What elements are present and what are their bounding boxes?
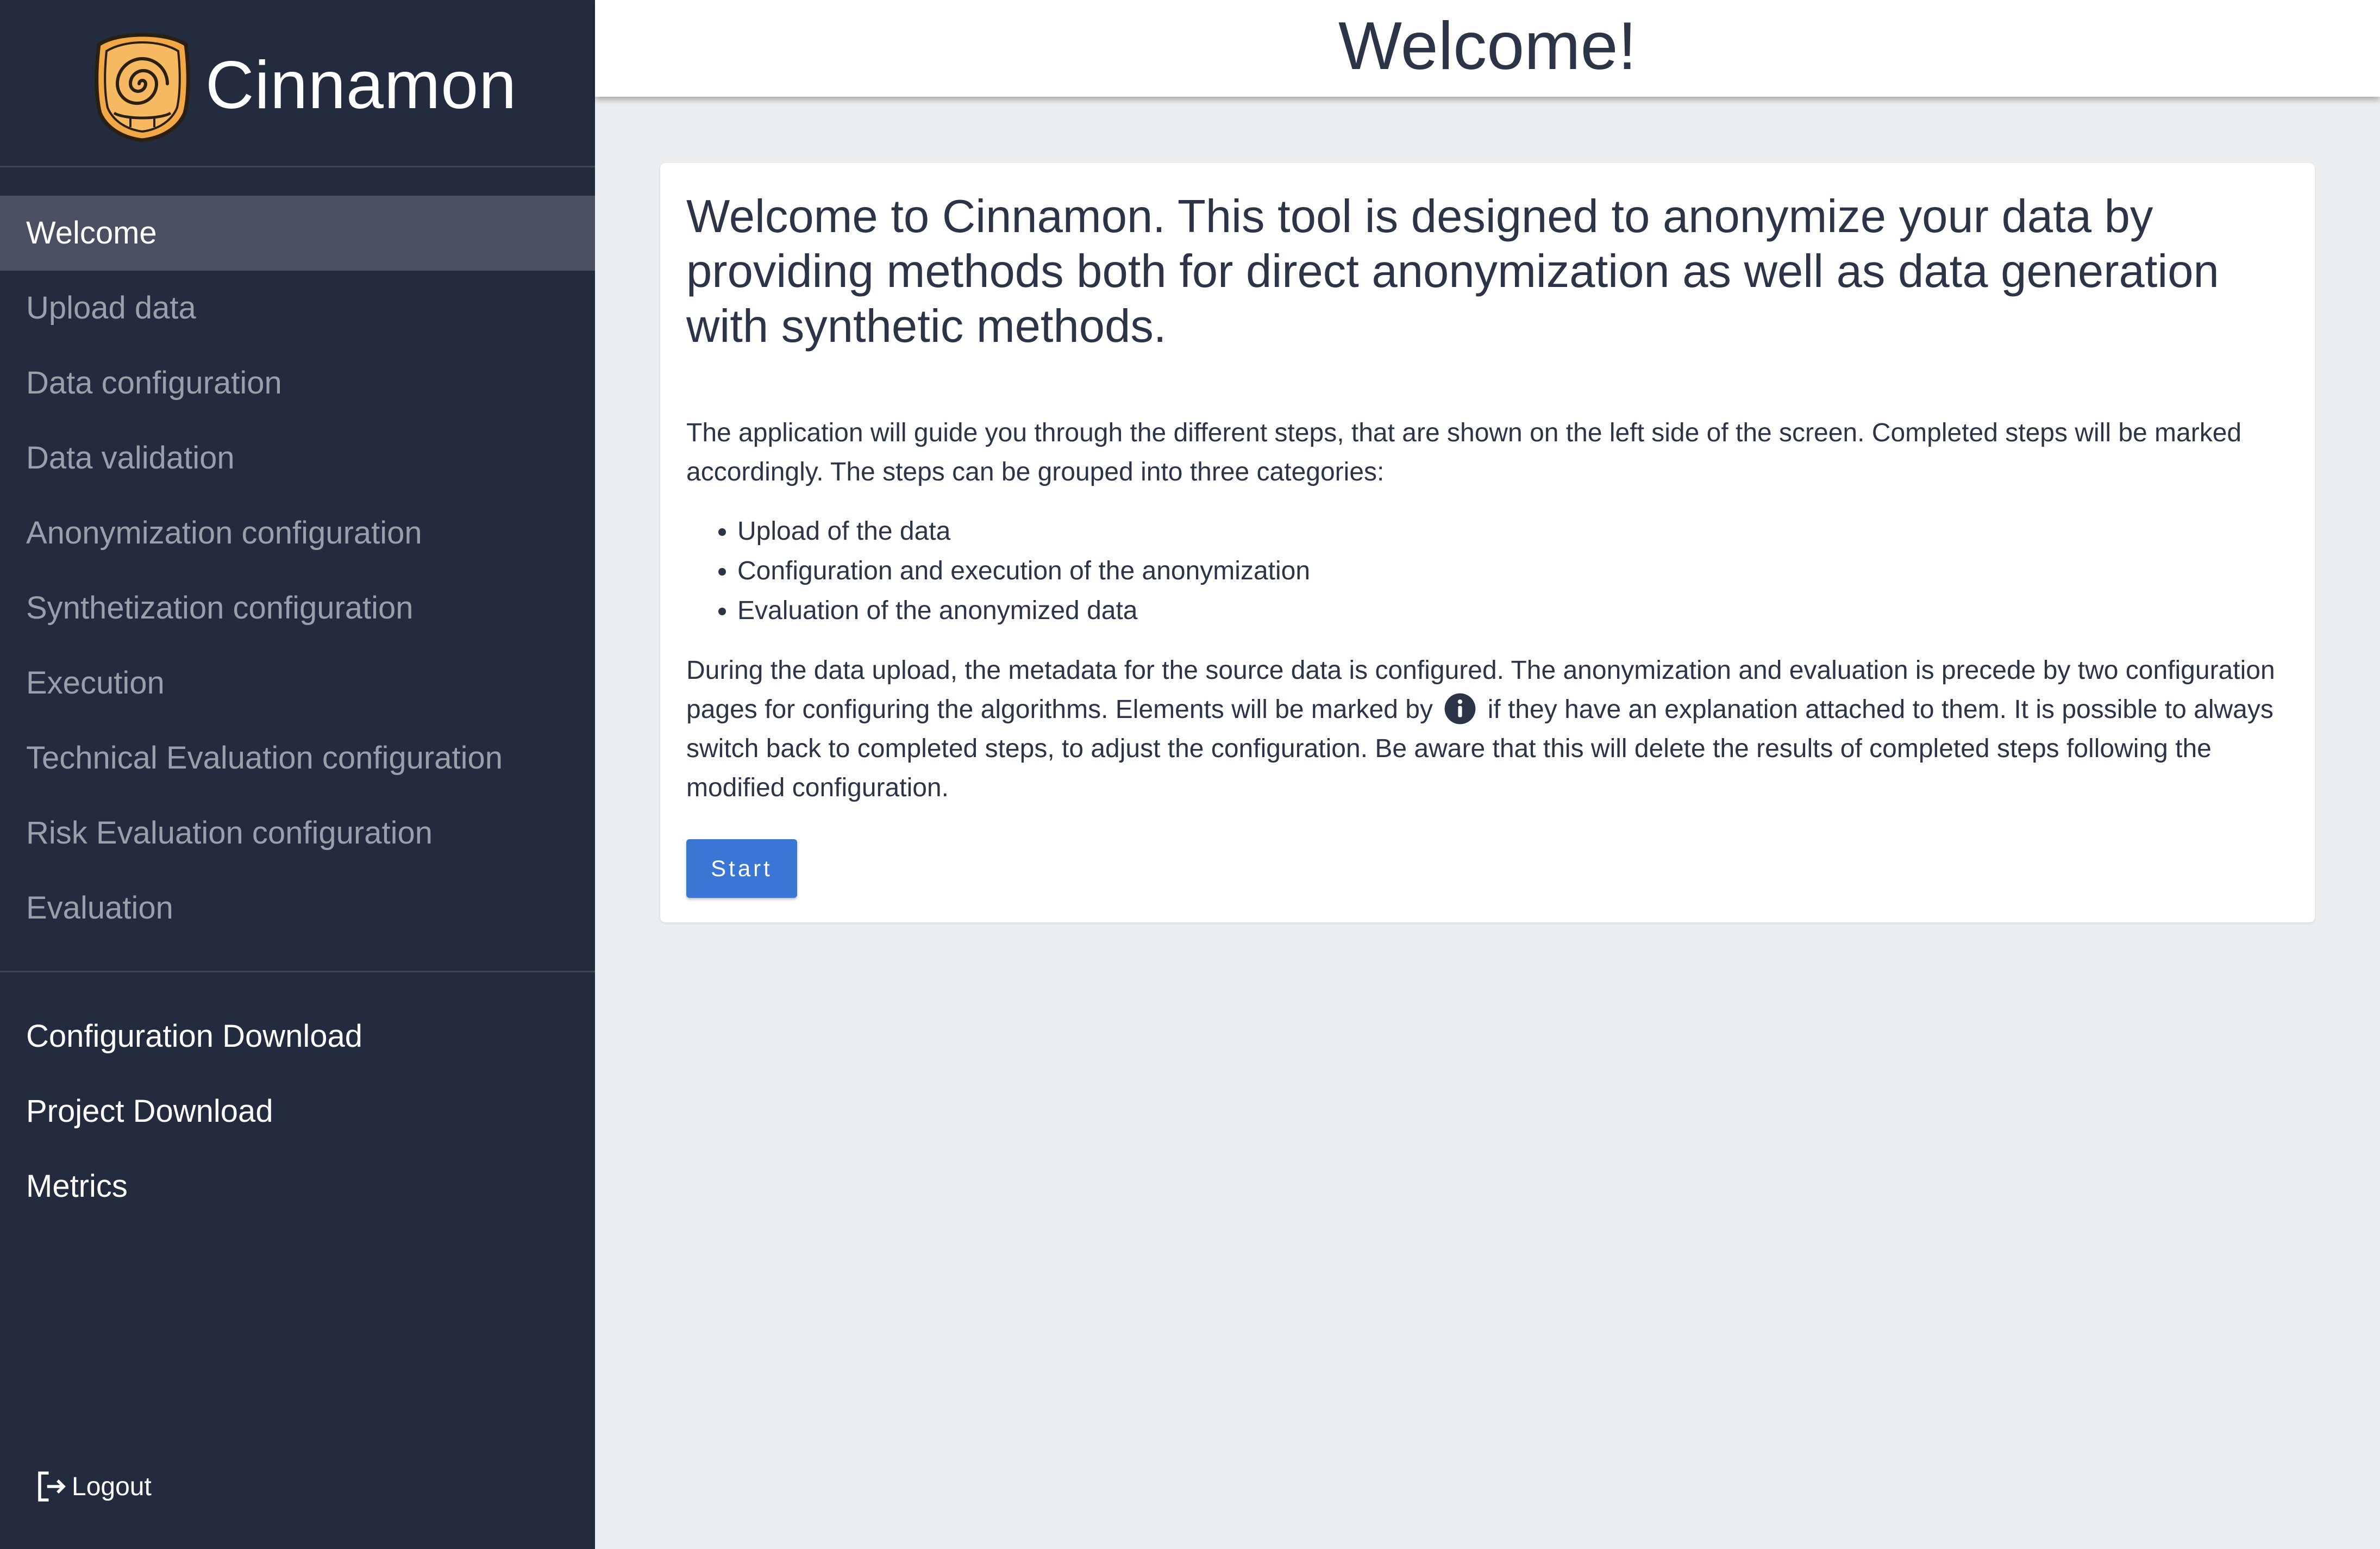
- sidebar-item-anonymization-configuration[interactable]: Anonymization configuration: [26, 515, 422, 551]
- list-item: • Configuration and execution of the anonymization: [737, 551, 2289, 591]
- step-navigation: [0, 196, 595, 946]
- sidebar-item-execution[interactable]: Execution: [26, 665, 165, 701]
- project-download-link[interactable]: Project Download: [26, 1094, 273, 1129]
- sidebar-item-data-validation[interactable]: Data validation: [26, 440, 235, 476]
- info-icon: [1443, 692, 1477, 726]
- list-item: • Evaluation of the anonymized data: [737, 591, 2289, 630]
- sidebar-divider: [0, 971, 595, 972]
- sidebar-item-synthetization-configuration[interactable]: Synthetization configuration: [26, 590, 414, 626]
- category-list: [686, 511, 2289, 630]
- sidebar-item-risk-evaluation-configuration[interactable]: Risk Evaluation configuration: [26, 815, 433, 851]
- cinnamon-roll-logo-icon: [92, 32, 192, 142]
- logout-button[interactable]: [34, 1467, 152, 1506]
- sidebar-item-evaluation[interactable]: Evaluation: [26, 890, 173, 926]
- brand[interactable]: [0, 0, 595, 167]
- sidebar-item-welcome[interactable]: Welcome: [0, 196, 595, 271]
- sidebar-item-upload-data[interactable]: Upload data: [26, 290, 196, 326]
- details-text: [686, 651, 2295, 808]
- page-header: [595, 0, 2380, 97]
- welcome-heading: Welcome to Cinnamon. This tool is designed to anonymize your data by providing methods both for direct anonymization as well as data generation with synthetic methods.: [686, 191, 2219, 352]
- sidebar: [0, 0, 595, 1549]
- configuration-download-link[interactable]: Configuration Download: [26, 1019, 363, 1054]
- brand-name: Cinnamon: [205, 48, 517, 123]
- logout-icon: [34, 1469, 70, 1504]
- metrics-link[interactable]: Metrics: [26, 1169, 128, 1204]
- intro-text: The application will guide you through the different steps, that are shown on the left side of the screen. Completed steps will be marked accordingly. The steps can be grouped into three categories:: [686, 419, 2242, 486]
- list-item: • Upload of the data: [737, 511, 2289, 551]
- details-text-after-icon: if they have an explanation attached to them. It is possible to always switch back to completed steps, to adjust the configuration. Be aware that this will delete the results of completed steps following the modified configuration.: [686, 695, 2273, 802]
- details-text-before-icon: During the data upload, the metadata for the source data is configured. The anonymization and evaluation is precede by two configuration pages for configuring the algorithms. Elements will be marked by: [686, 656, 2275, 724]
- sidebar-item-technical-evaluation-configuration[interactable]: Technical Evaluation configuration: [26, 740, 503, 776]
- start-button[interactable]: Start: [686, 839, 797, 898]
- page-title: Welcome!: [1338, 9, 1637, 84]
- logout-label: Logout: [72, 1472, 152, 1501]
- sidebar-item-data-configuration[interactable]: Data configuration: [26, 365, 282, 401]
- welcome-card: [660, 163, 2315, 922]
- sidebar-extras: [0, 999, 595, 1224]
